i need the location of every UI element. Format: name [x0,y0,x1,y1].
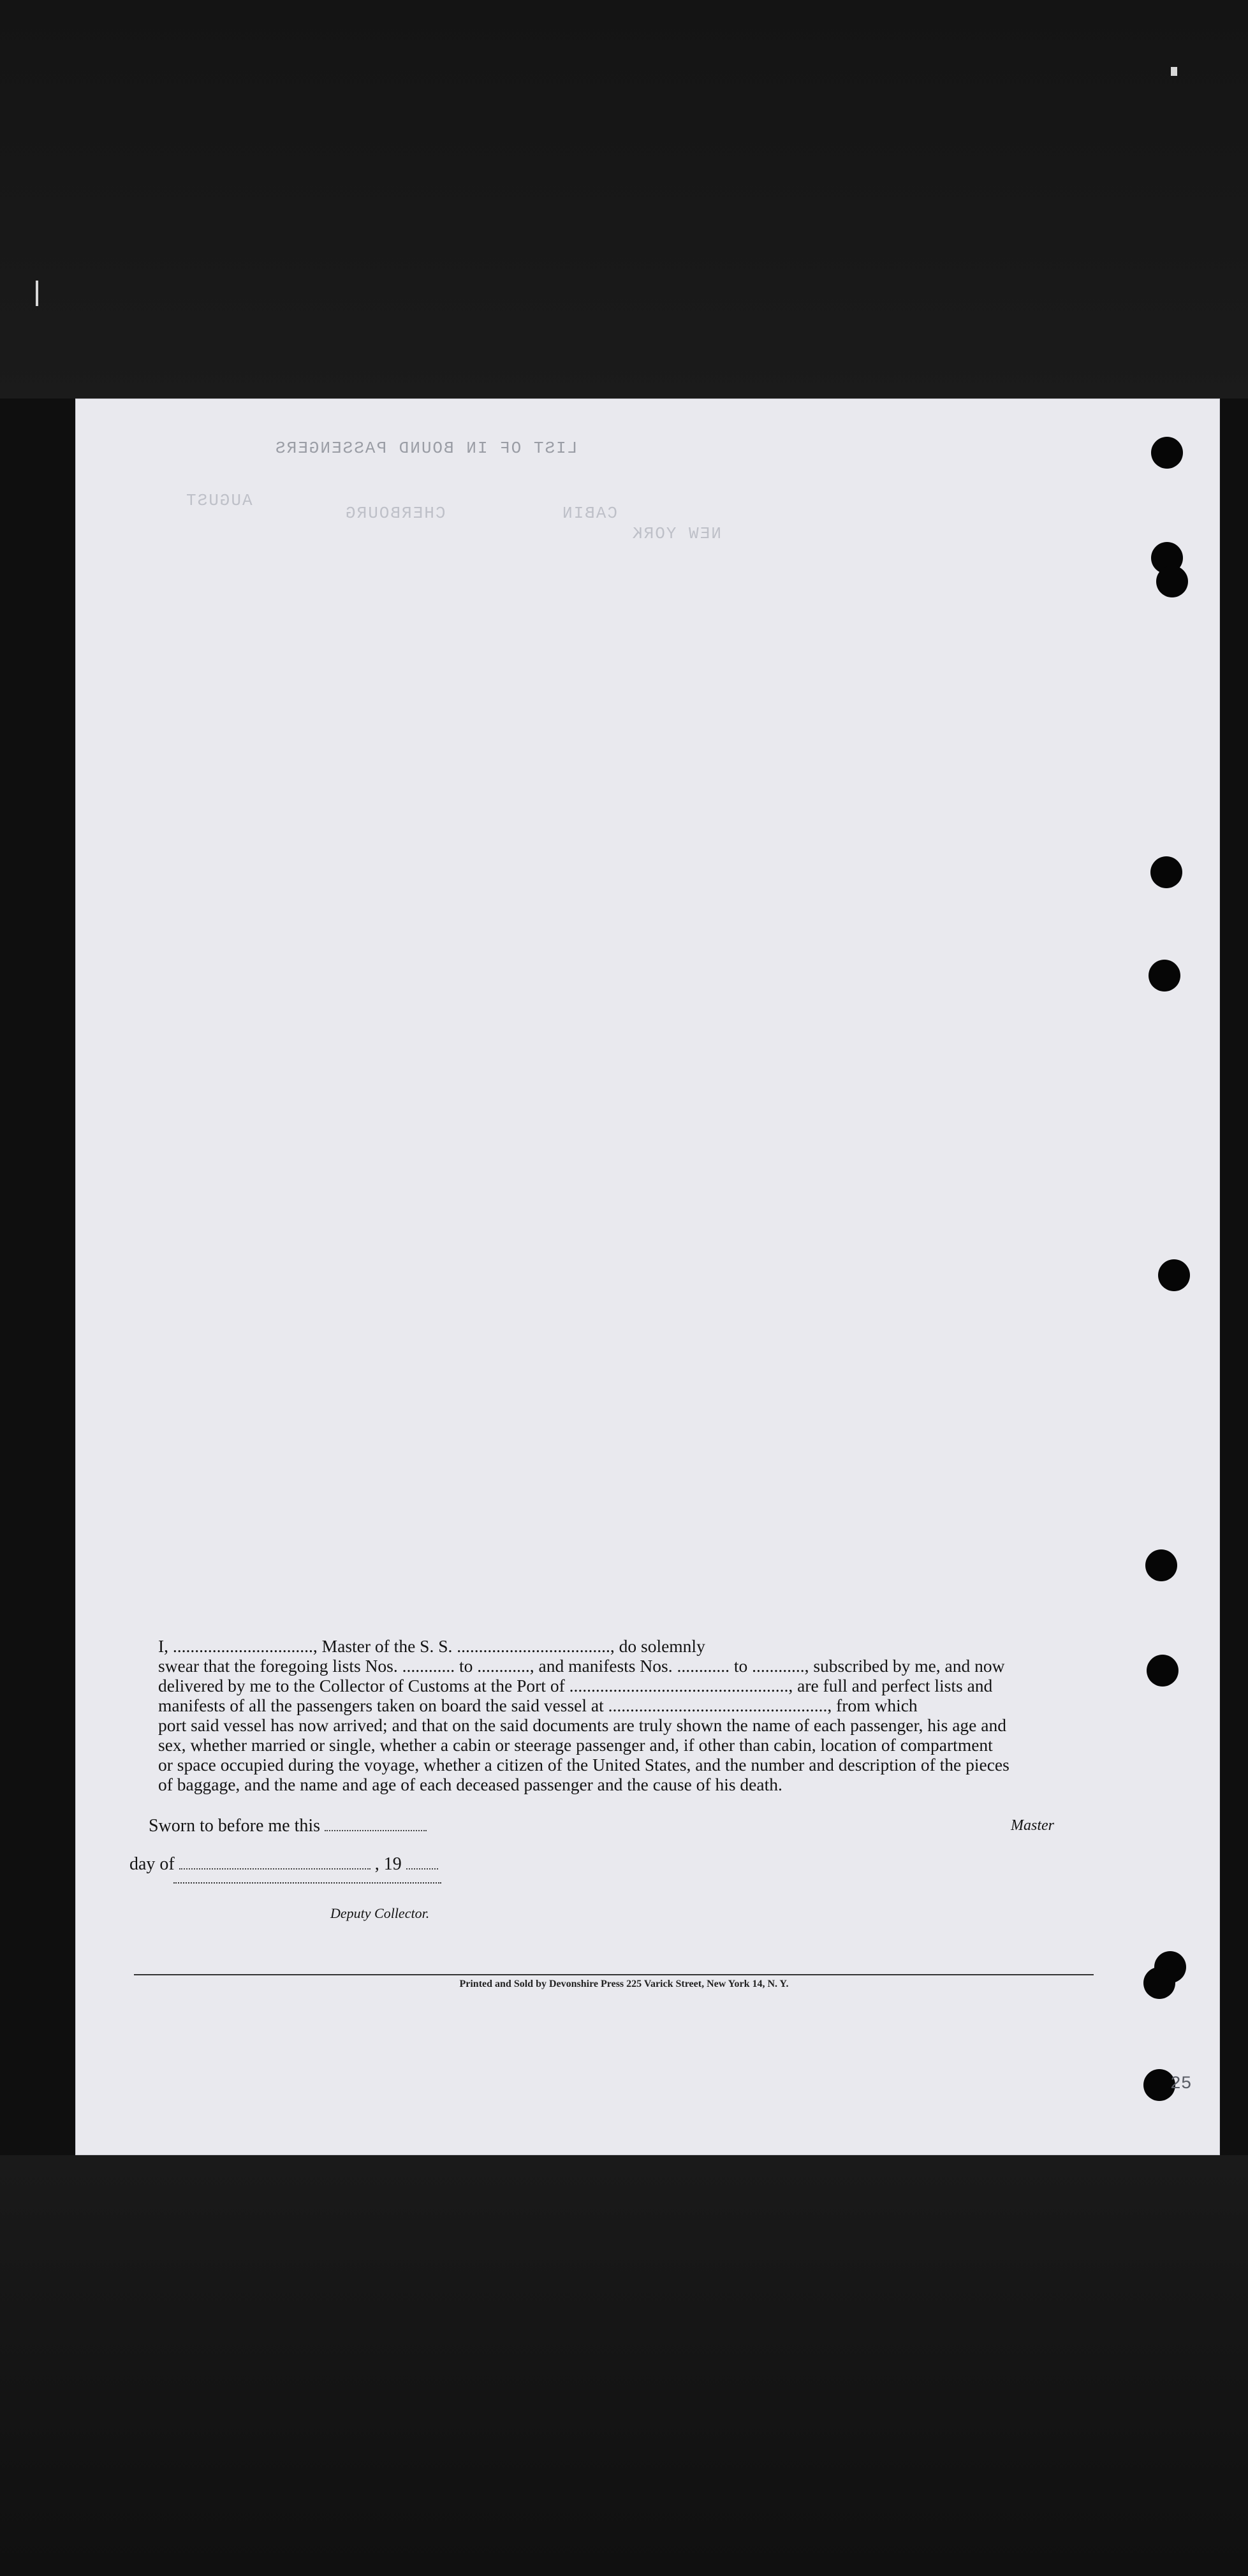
deputy-signature-line [173,1882,441,1884]
punch-hole [1158,1259,1190,1291]
year-blank [406,1855,438,1870]
scanner-speck [1171,67,1177,76]
scanner-speck [36,281,38,306]
day-of-line [129,1854,438,1875]
punch-hole [1149,960,1180,992]
punch-hole [1156,566,1188,597]
oath-line: of baggage, and the name and age of each deceased passenger and the cause of his death. [158,1775,782,1794]
day-blank [179,1855,371,1870]
year-label: , 19 [374,1854,402,1874]
punch-hole [1151,437,1183,469]
oath-line: manifests of all the passengers taken on board the said vessel at .................................................., from which [158,1695,918,1715]
punch-hole [1150,856,1182,888]
punch-hole [1145,1549,1177,1581]
oath-line: swear that the foregoing lists Nos. ............ to ............, and manifests Nos. ............ to ............, subscribed by me, and now [158,1656,1005,1676]
oath-line: or space occupied during the voyage, whether a citizen of the United States, and the number and description of the pieces [158,1755,1009,1775]
scanner-background-bottom [0,2155,1248,2576]
oath-line: port said vessel has now arrived; and that on the said documents are truly shown the name of each passenger, his age and [158,1715,1006,1735]
ghost-header-port: CHERBOURG [344,504,446,523]
sworn-date-blank [325,1817,427,1831]
deputy-collector-label: Deputy Collector. [330,1905,430,1921]
ghost-header-destination: NEW YORK [631,524,721,543]
master-label: Master [1011,1817,1054,1834]
ghost-header-class: CABIN [561,504,618,523]
oath-line: delivered by me to the Collector of Customs at the Port of .................................................., are full and perfect lists and [158,1676,993,1695]
sworn-line [149,1816,427,1836]
printer-imprint: Printed and Sold by Devonshire Press 225 Varick Street, New York 14, N. Y. [459,1979,789,1989]
oath-line: sex, whether married or single, whether a cabin or steerage passenger and, if other than cabin, location of compartment [158,1735,993,1755]
manifest-page [75,399,1220,2155]
scanner-background-top [0,0,1248,399]
oath-line: I, ................................, Master of the S. S. ..................................., do solemnly [158,1636,705,1656]
footer-rule [134,1974,1094,1975]
punch-hole [1147,1655,1178,1687]
ghost-header-month: AUGUST [185,491,253,510]
ghost-header-title: LIST OF IN BOUND PASSENGERS [274,439,578,458]
day-of-label: day of [129,1854,175,1874]
page-number: 25 [1170,2074,1192,2094]
sworn-label: Sworn to before me this [149,1816,321,1836]
master-oath [158,1636,1094,1794]
